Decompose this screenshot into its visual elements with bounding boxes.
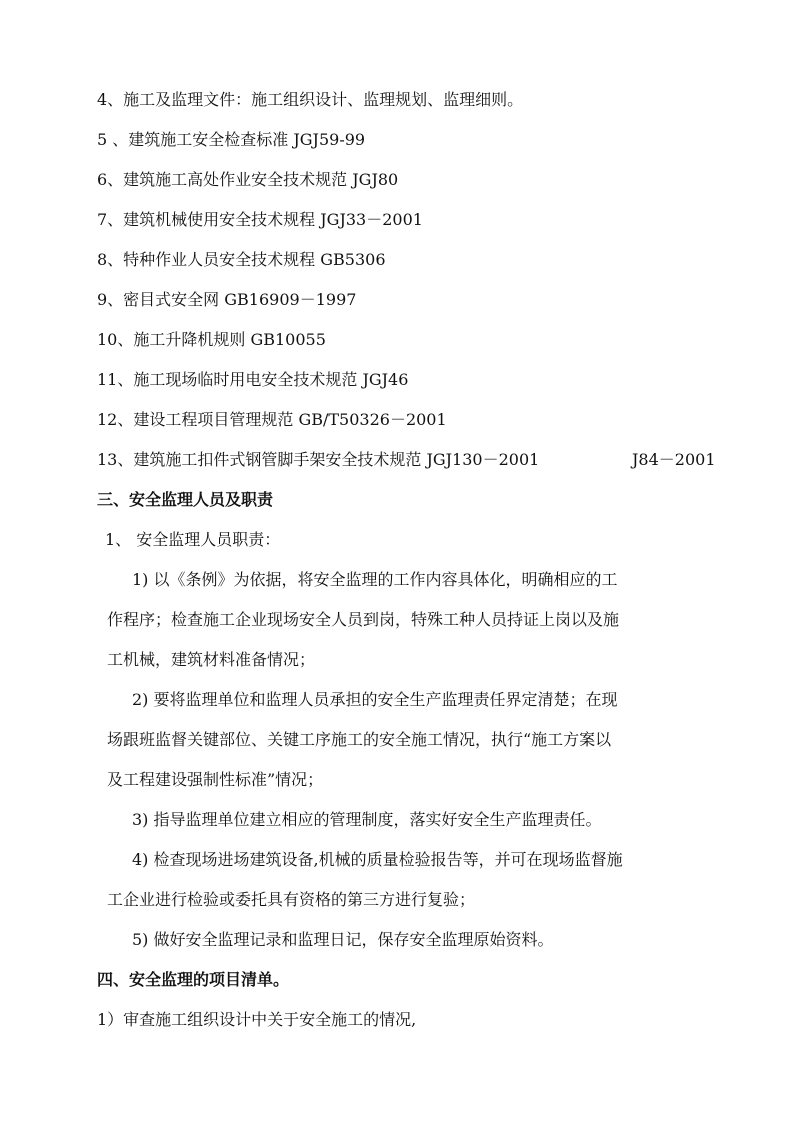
section-3-subheading: 1、 安全监理人员职责： — [105, 530, 281, 549]
duty-item-3: 3) 指导监理单位建立相应的管理制度，落实好安全生产监理责任。 — [132, 810, 602, 829]
duty-item-2-line-2: 场跟班监督关键部位、关键工序施工的安全施工情况，执行“施工方案以 — [107, 730, 612, 749]
duty-item-2-line-3: 及工程建设强制性标准”情况； — [107, 770, 324, 789]
reference-item-8: 8、特种作业人员安全技术规程 GB5306 — [97, 250, 386, 269]
reference-item-6: 6、建筑施工高处作业安全技术规范 JGJ80 — [97, 170, 399, 189]
section-4-item-1: 1）审查施工组织设计中关于安全施工的情况, — [97, 1010, 417, 1029]
reference-item-12: 12、建设工程项目管理规范 GB/T50326－2001 — [97, 410, 447, 429]
reference-item-4: 4、施工及监理文件：施工组织设计、监理规划、监理细则。 — [97, 90, 524, 109]
duty-item-1-line-3: 工机械，建筑材料准备情况； — [107, 650, 316, 669]
reference-item-10: 10、施工升降机规则 GB10055 — [97, 330, 326, 349]
duty-item-5: 5) 做好安全监理记录和监理日记，保存安全监理原始资料。 — [132, 930, 554, 949]
reference-item-7: 7、建筑机械使用安全技术规程 JGJ33－2001 — [97, 210, 423, 229]
reference-item-13: 13、建筑施工扣件式钢管脚手架安全技术规范 JGJ130－2001 — [97, 450, 540, 469]
duty-item-4-line-2: 工企业进行检验或委托具有资格的第三方进行复验； — [107, 890, 476, 909]
duty-item-1-line-2: 作程序；检查施工企业现场安全人员到岗，特殊工种人员持证上岗以及施 — [107, 610, 620, 629]
duty-item-2-line-1: 2) 要将监理单位和监理人员承担的安全生产监理责任界定清楚；在现 — [132, 690, 618, 709]
duty-item-4-line-1: 4) 检查现场进场建筑设备,机械的质量检验报告等，并可在现场监督施 — [132, 850, 623, 869]
reference-item-11: 11、施工现场临时用电安全技术规范 JGJ46 — [97, 370, 409, 389]
section-4-heading: 四、安全监理的项目清单。 — [97, 970, 290, 989]
reference-item-9: 9、密目式安全网 GB16909－1997 — [97, 290, 357, 309]
duty-item-1-line-1: 1) 以《条例》为依据，将安全监理的工作内容具体化，明确相应的工 — [132, 570, 618, 589]
reference-item-13-extra-code: J84－2001 — [632, 450, 716, 469]
reference-item-5: 5 、建筑施工安全检查标准 JGJ59-99 — [97, 130, 366, 149]
section-3-heading: 三、安全监理人员及职责 — [97, 490, 274, 509]
